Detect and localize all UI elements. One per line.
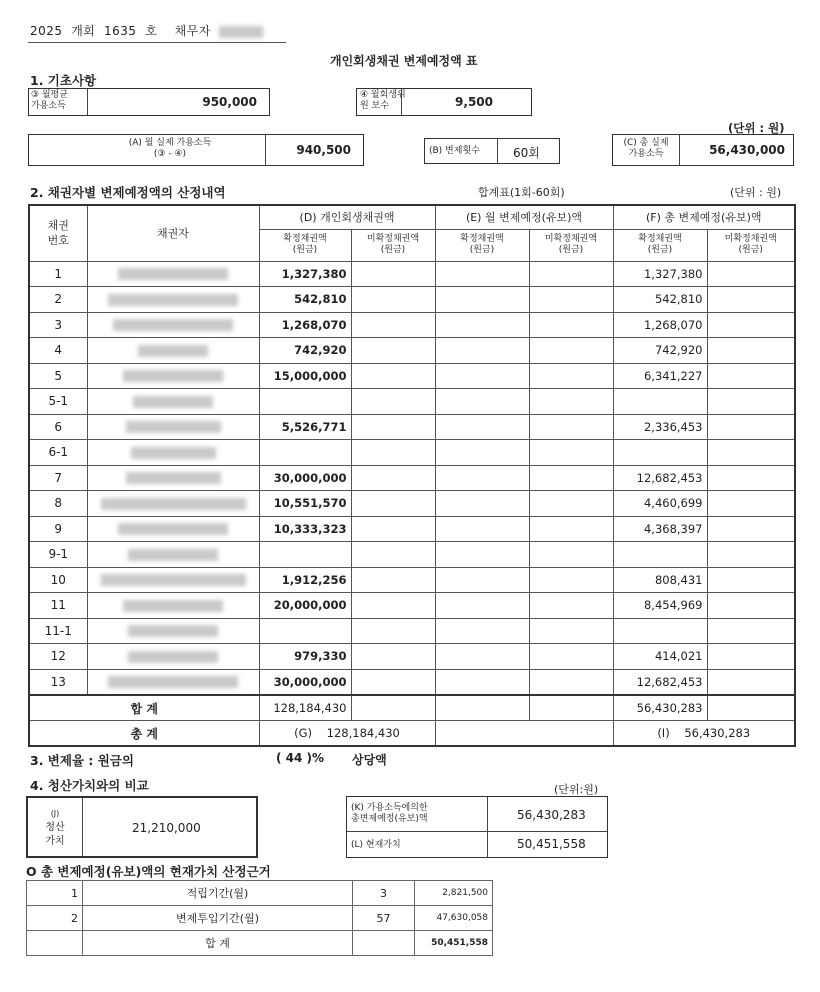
box-A-label xyxy=(95,138,245,160)
F-unconfirmed-header xyxy=(707,229,795,261)
divider xyxy=(679,135,680,165)
creditor-repayment-table xyxy=(28,204,796,747)
section1-unit: (단위 : 원) xyxy=(728,121,785,135)
D-unconfirmed xyxy=(351,440,435,466)
monthly-income-label-line2: 가용소득 xyxy=(31,101,66,111)
F-confirmed-header-line2: (원금) xyxy=(647,245,673,255)
total-G-value: 128,184,430 xyxy=(326,726,400,740)
box-B xyxy=(424,138,560,164)
E-confirmed xyxy=(435,261,529,287)
table-row xyxy=(29,261,795,287)
case-number: 1635 xyxy=(104,24,137,38)
F-confirmed xyxy=(613,440,707,466)
divider xyxy=(87,89,88,115)
creditor-no: 13 xyxy=(29,669,87,695)
trustee-fee-box xyxy=(356,88,532,116)
pv-row-amount: 2,821,500 xyxy=(415,881,493,906)
pv-row-months: 3 xyxy=(353,881,415,906)
creditor-name-redacted xyxy=(128,651,218,663)
creditor-no: 9-1 xyxy=(29,542,87,568)
E-unconfirmed-header-line1: 미확정채권액 xyxy=(544,234,598,244)
creditor-no: 2 xyxy=(29,287,87,313)
D-confirmed-header xyxy=(259,229,351,261)
col-D-header: (D) 개인회생채권액 xyxy=(259,205,435,229)
creditor-name-redacted xyxy=(128,625,218,637)
present-value-table xyxy=(26,880,493,956)
E-confirmed xyxy=(435,516,529,542)
creditor-name-redacted xyxy=(101,498,246,510)
box-A-value: 940,500 xyxy=(296,143,351,157)
sum-E xyxy=(435,695,529,721)
creditor-name-redacted xyxy=(126,421,221,433)
creditor-name xyxy=(87,287,259,313)
F-confirmed xyxy=(613,618,707,644)
creditor-name-redacted xyxy=(126,472,221,484)
creditor-name-redacted xyxy=(123,370,223,382)
creditor-no: 6 xyxy=(29,414,87,440)
E-confirmed xyxy=(435,644,529,670)
case-suffix: 호 xyxy=(145,24,158,38)
E-confirmed xyxy=(435,287,529,313)
E-unconfirmed xyxy=(529,491,613,517)
box-K-label-line2: 총변제예정(유보)액 xyxy=(351,814,428,824)
total-I-value: 56,430,283 xyxy=(684,726,751,740)
E-unconfirmed xyxy=(529,465,613,491)
D-unconfirmed-header-line2: (원금) xyxy=(380,245,406,255)
box-A-label-line2: (③ - ④) xyxy=(153,149,187,159)
D-unconfirmed xyxy=(351,593,435,619)
creditor-name xyxy=(87,389,259,415)
section3-title: 3. 변제율 : 원금의 xyxy=(30,753,134,768)
section4-unit: (단위:원) xyxy=(554,783,599,796)
D-confirmed: 742,920 xyxy=(259,338,351,364)
D-confirmed: 979,330 xyxy=(259,644,351,670)
section2-unit: (단위 : 원) xyxy=(730,186,782,199)
monthly-income-value: 950,000 xyxy=(202,95,257,109)
D-confirmed-header-line1: 확정채권액 xyxy=(283,234,327,244)
D-confirmed xyxy=(259,542,351,568)
total-I xyxy=(613,721,795,747)
E-confirmed xyxy=(435,389,529,415)
table-row xyxy=(29,516,795,542)
E-confirmed xyxy=(435,465,529,491)
D-unconfirmed xyxy=(351,312,435,338)
E-unconfirmed xyxy=(529,312,613,338)
D-unconfirmed xyxy=(351,363,435,389)
E-unconfirmed xyxy=(529,669,613,695)
F-unconfirmed xyxy=(707,618,795,644)
E-unconfirmed-header-line2: (원금) xyxy=(558,245,584,255)
creditor-name xyxy=(87,465,259,491)
E-confirmed-header-line1: 확정채권액 xyxy=(460,234,504,244)
F-confirmed: 12,682,453 xyxy=(613,465,707,491)
F-unconfirmed xyxy=(707,389,795,415)
F-unconfirmed xyxy=(707,669,795,695)
F-confirmed: 1,327,380 xyxy=(613,261,707,287)
creditor-name-redacted xyxy=(133,396,213,408)
col-no-header-line2: 번호 xyxy=(47,234,69,248)
table-row xyxy=(29,465,795,491)
D-unconfirmed xyxy=(351,618,435,644)
box-J-label xyxy=(28,807,82,849)
E-unconfirmed xyxy=(529,414,613,440)
F-unconfirmed xyxy=(707,516,795,542)
D-unconfirmed xyxy=(351,389,435,415)
section2-subtitle: 합계표(1회-60회) xyxy=(478,186,565,199)
F-unconfirmed xyxy=(707,312,795,338)
repayment-rate: ( 44 )% xyxy=(276,751,325,765)
box-C-label-line1: (C) 총 실제 xyxy=(623,138,669,148)
box-J-value: 21,210,000 xyxy=(132,821,201,835)
box-J-label-line2: 청산 xyxy=(45,822,65,833)
F-confirmed: 414,021 xyxy=(613,644,707,670)
D-confirmed: 30,000,000 xyxy=(259,465,351,491)
box-L-value: 50,451,558 xyxy=(517,837,586,851)
table-row xyxy=(29,312,795,338)
E-confirmed-header xyxy=(435,229,529,261)
D-confirmed: 10,333,323 xyxy=(259,516,351,542)
F-confirmed: 1,268,070 xyxy=(613,312,707,338)
box-A xyxy=(28,134,364,166)
col-E-header: (E) 월 변제예정(유보)액 xyxy=(435,205,613,229)
D-confirmed: 20,000,000 xyxy=(259,593,351,619)
creditor-name xyxy=(87,542,259,568)
box-KL xyxy=(346,796,608,858)
creditor-no: 5-1 xyxy=(29,389,87,415)
D-confirmed: 10,551,570 xyxy=(259,491,351,517)
case-header xyxy=(30,22,263,39)
table-row xyxy=(29,491,795,517)
D-confirmed: 30,000,000 xyxy=(259,669,351,695)
table-row xyxy=(29,618,795,644)
creditor-no: 5 xyxy=(29,363,87,389)
debtor-name-redacted xyxy=(219,26,263,38)
F-confirmed: 4,460,699 xyxy=(613,491,707,517)
D-unconfirmed xyxy=(351,669,435,695)
E-confirmed xyxy=(435,567,529,593)
D-unconfirmed-header xyxy=(351,229,435,261)
trustee-fee-value: 9,500 xyxy=(455,95,493,109)
box-K-label xyxy=(351,803,428,825)
box-L-label: (L) 현재가치 xyxy=(351,840,401,850)
creditor-no: 3 xyxy=(29,312,87,338)
E-confirmed xyxy=(435,669,529,695)
F-confirmed: 4,368,397 xyxy=(613,516,707,542)
box-C-value: 56,430,000 xyxy=(709,143,785,157)
F-confirmed: 12,682,453 xyxy=(613,669,707,695)
E-confirmed xyxy=(435,414,529,440)
E-confirmed-header-line2: (원금) xyxy=(469,245,495,255)
box-J xyxy=(26,796,258,858)
monthly-income-label xyxy=(31,90,68,112)
divider-h xyxy=(347,831,607,832)
divider xyxy=(265,135,266,165)
col-F-header: (F) 총 변제예정(유보)액 xyxy=(613,205,795,229)
total-G xyxy=(259,721,435,747)
creditor-no: 1 xyxy=(29,261,87,287)
sum-F: 56,430,283 xyxy=(613,695,707,721)
total-label: 총 계 xyxy=(29,721,259,747)
creditor-no: 6-1 xyxy=(29,440,87,466)
box-A-label-line1: (A) 월 실제 가용소득 xyxy=(128,138,212,148)
pv-row-months: 57 xyxy=(353,906,415,931)
E-unconfirmed xyxy=(529,618,613,644)
creditor-name xyxy=(87,516,259,542)
box-K-value: 56,430,283 xyxy=(517,808,586,822)
sum-F-unconfirmed xyxy=(707,695,795,721)
box-K-label-line1: (K) 가용소득에의한 xyxy=(351,803,428,813)
D-unconfirmed xyxy=(351,261,435,287)
E-unconfirmed xyxy=(529,389,613,415)
E-confirmed xyxy=(435,618,529,644)
D-unconfirmed xyxy=(351,542,435,568)
sum-E-unconfirmed xyxy=(529,695,613,721)
section2-title: 2. 채권자별 변제예정액의 산정내역 xyxy=(30,185,226,200)
D-confirmed: 15,000,000 xyxy=(259,363,351,389)
F-confirmed: 742,920 xyxy=(613,338,707,364)
E-confirmed xyxy=(435,363,529,389)
F-unconfirmed-header-line2: (원금) xyxy=(738,245,763,255)
sum-D: 128,184,430 xyxy=(259,695,351,721)
E-confirmed xyxy=(435,593,529,619)
col-no-header-line1: 채권 xyxy=(47,219,69,233)
creditor-name-redacted xyxy=(118,268,228,280)
D-confirmed: 1,912,256 xyxy=(259,567,351,593)
E-unconfirmed xyxy=(529,287,613,313)
E-unconfirmed xyxy=(529,261,613,287)
creditor-name-redacted xyxy=(118,523,228,535)
E-unconfirmed xyxy=(529,644,613,670)
D-confirmed: 542,810 xyxy=(259,287,351,313)
monthly-income-label-line1: ③ 월평균 xyxy=(31,90,69,100)
pv-sum-no xyxy=(27,931,83,956)
creditor-name xyxy=(87,618,259,644)
creditor-name-redacted xyxy=(108,294,238,306)
F-confirmed: 808,431 xyxy=(613,567,707,593)
creditor-name xyxy=(87,644,259,670)
D-confirmed: 1,327,380 xyxy=(259,261,351,287)
box-C-label-line2: 가용소득 xyxy=(628,149,664,159)
col-no-header xyxy=(29,205,87,261)
creditor-name-redacted xyxy=(123,600,223,612)
creditor-name xyxy=(87,414,259,440)
pv-row-amount: 47,630,058 xyxy=(415,906,493,931)
creditor-name xyxy=(87,567,259,593)
trustee-fee-label-line1: ④ 월회생위 xyxy=(360,90,406,100)
D-confirmed xyxy=(259,389,351,415)
E-confirmed xyxy=(435,542,529,568)
table-row xyxy=(29,338,795,364)
creditor-no: 4 xyxy=(29,338,87,364)
box-J-label-line1: (J) xyxy=(50,809,60,818)
F-unconfirmed xyxy=(707,491,795,517)
repayment-rate-suffix: 상당액 xyxy=(352,753,387,767)
D-confirmed xyxy=(259,618,351,644)
F-unconfirmed xyxy=(707,414,795,440)
table-row xyxy=(29,287,795,313)
creditor-no: 12 xyxy=(29,644,87,670)
F-unconfirmed xyxy=(707,363,795,389)
box-C xyxy=(612,134,794,166)
creditor-name xyxy=(87,261,259,287)
F-confirmed: 8,454,969 xyxy=(613,593,707,619)
divider xyxy=(497,139,498,163)
F-confirmed: 6,341,227 xyxy=(613,363,707,389)
D-unconfirmed xyxy=(351,287,435,313)
creditor-no: 8 xyxy=(29,491,87,517)
creditor-name xyxy=(87,363,259,389)
creditor-name xyxy=(87,491,259,517)
D-confirmed: 5,526,771 xyxy=(259,414,351,440)
creditor-name-redacted xyxy=(108,676,238,688)
E-unconfirmed xyxy=(529,363,613,389)
E-unconfirmed xyxy=(529,593,613,619)
D-unconfirmed xyxy=(351,414,435,440)
F-unconfirmed xyxy=(707,593,795,619)
E-unconfirmed xyxy=(529,567,613,593)
table-row xyxy=(29,389,795,415)
creditor-name-redacted xyxy=(113,319,233,331)
table-row xyxy=(29,414,795,440)
creditor-name xyxy=(87,312,259,338)
total-I-label: (I) xyxy=(657,726,670,740)
box-C-label xyxy=(619,138,673,160)
section1-title: 1. 기초사항 xyxy=(30,73,97,88)
E-confirmed xyxy=(435,440,529,466)
table-row xyxy=(29,669,795,695)
F-confirmed-header-line1: 확정채권액 xyxy=(638,234,682,244)
total-G-label: (G) xyxy=(294,726,313,740)
creditor-name xyxy=(87,669,259,695)
F-unconfirmed xyxy=(707,440,795,466)
pv-sum-label: 합 계 xyxy=(83,931,353,956)
F-confirmed xyxy=(613,542,707,568)
F-confirmed-header xyxy=(613,229,707,261)
header-rule xyxy=(28,42,286,43)
D-unconfirmed xyxy=(351,491,435,517)
box-B-value: 60회 xyxy=(513,146,540,160)
E-unconfirmed xyxy=(529,542,613,568)
section4-title: 4. 청산가치와의 비교 xyxy=(30,778,149,793)
E-unconfirmed xyxy=(529,338,613,364)
D-unconfirmed xyxy=(351,567,435,593)
creditor-no: 7 xyxy=(29,465,87,491)
table-row xyxy=(27,881,493,906)
creditor-no: 11-1 xyxy=(29,618,87,644)
D-unconfirmed-header-line1: 미확정채권액 xyxy=(366,234,420,244)
F-confirmed: 2,336,453 xyxy=(613,414,707,440)
table-row xyxy=(29,567,795,593)
F-unconfirmed xyxy=(707,567,795,593)
creditor-name-redacted xyxy=(101,574,246,586)
table-row xyxy=(29,363,795,389)
case-court: 개회 xyxy=(71,24,96,38)
creditor-name-redacted xyxy=(138,345,208,357)
sum-label: 합 계 xyxy=(29,695,259,721)
pv-row-no: 1 xyxy=(27,881,83,906)
D-unconfirmed xyxy=(351,644,435,670)
F-unconfirmed-header-line1: 미확정채권액 xyxy=(724,234,777,244)
E-unconfirmed xyxy=(529,516,613,542)
creditor-no: 9 xyxy=(29,516,87,542)
F-unconfirmed xyxy=(707,542,795,568)
trustee-fee-label-line2: 원 보수 xyxy=(360,101,389,111)
pv-row-label: 변제투입기간(월) xyxy=(83,906,353,931)
section5-title: O 총 변제예정(유보)액의 현재가치 산정근거 xyxy=(26,864,271,879)
table-row xyxy=(27,906,493,931)
debtor-label: 채무자 xyxy=(174,24,211,38)
divider xyxy=(401,89,402,115)
pv-row-label: 적립기간(월) xyxy=(83,881,353,906)
case-year: 2025 xyxy=(30,24,63,38)
F-unconfirmed xyxy=(707,644,795,670)
E-confirmed xyxy=(435,312,529,338)
pv-sum-months xyxy=(353,931,415,956)
pv-row-no: 2 xyxy=(27,906,83,931)
E-unconfirmed-header xyxy=(529,229,613,261)
table-row xyxy=(29,440,795,466)
creditor-name-redacted xyxy=(128,549,218,561)
F-unconfirmed xyxy=(707,261,795,287)
F-unconfirmed xyxy=(707,465,795,491)
trustee-fee-label xyxy=(360,90,406,112)
box-B-label: (B) 변제횟수 xyxy=(429,146,480,156)
divider xyxy=(82,798,83,856)
F-confirmed xyxy=(613,389,707,415)
creditor-no: 11 xyxy=(29,593,87,619)
D-unconfirmed xyxy=(351,516,435,542)
creditor-name xyxy=(87,440,259,466)
D-confirmed-header-line2: (원금) xyxy=(292,245,318,255)
total-E-blank xyxy=(435,721,613,747)
F-unconfirmed xyxy=(707,338,795,364)
F-unconfirmed xyxy=(707,287,795,313)
D-unconfirmed xyxy=(351,465,435,491)
creditor-name xyxy=(87,338,259,364)
col-creditor-header: 채권자 xyxy=(87,205,259,261)
document-title: 개인회생채권 변제예정액 표 xyxy=(330,54,478,68)
box-J-label-line3: 가치 xyxy=(45,836,65,847)
E-confirmed xyxy=(435,491,529,517)
D-confirmed: 1,268,070 xyxy=(259,312,351,338)
sum-D-unconfirmed xyxy=(351,695,435,721)
table-row xyxy=(29,644,795,670)
D-unconfirmed xyxy=(351,338,435,364)
table-row xyxy=(29,542,795,568)
D-confirmed xyxy=(259,440,351,466)
monthly-income-box xyxy=(28,88,270,116)
pv-sum-amount: 50,451,558 xyxy=(415,931,493,956)
creditor-name xyxy=(87,593,259,619)
divider xyxy=(487,797,488,857)
F-confirmed: 542,810 xyxy=(613,287,707,313)
creditor-name-redacted xyxy=(131,447,216,459)
E-unconfirmed xyxy=(529,440,613,466)
creditor-no: 10 xyxy=(29,567,87,593)
table-row xyxy=(29,593,795,619)
E-confirmed xyxy=(435,338,529,364)
